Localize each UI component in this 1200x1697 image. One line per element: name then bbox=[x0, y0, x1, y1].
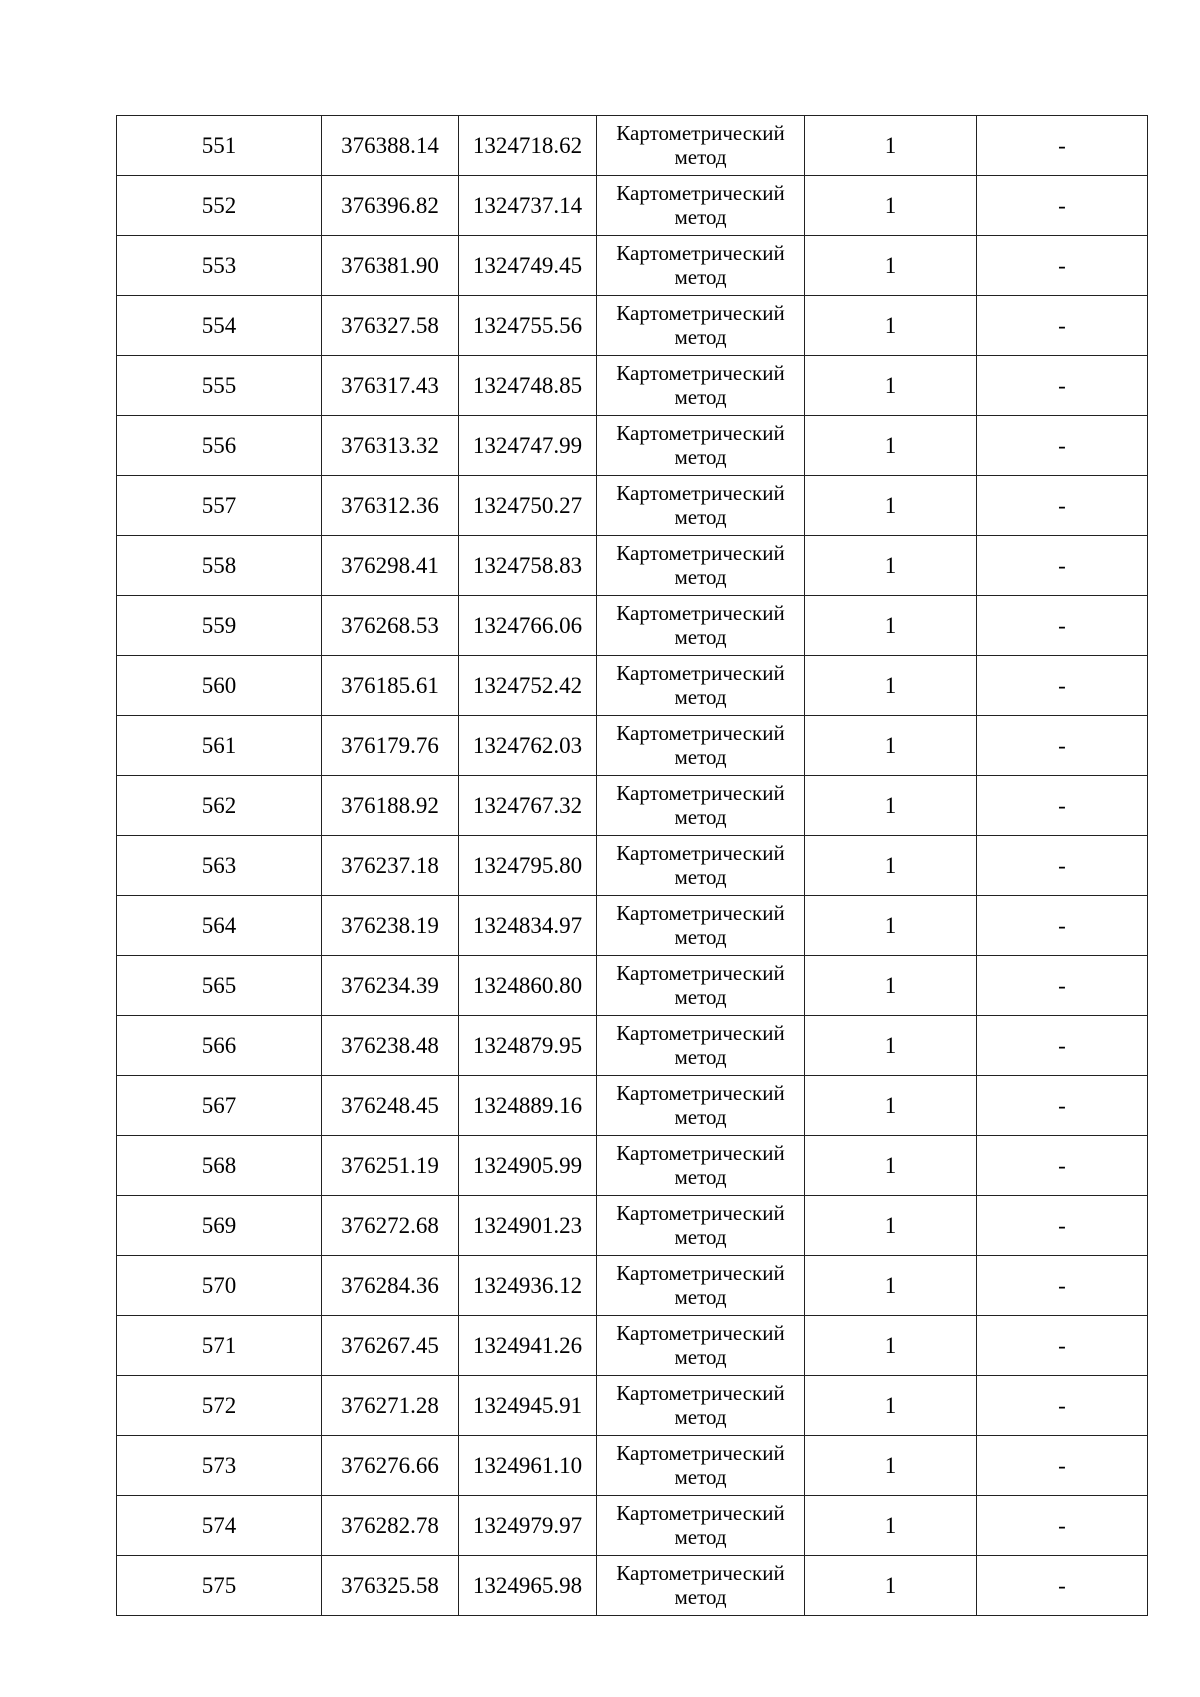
method-cell: Картометрический метод bbox=[597, 1136, 805, 1196]
point-number-cell: 573 bbox=[117, 1436, 322, 1496]
method-cell: Картометрический метод bbox=[597, 116, 805, 176]
point-number-cell: 574 bbox=[117, 1496, 322, 1556]
method-cell: Картометрический метод bbox=[597, 1436, 805, 1496]
accuracy-cell: 1 bbox=[805, 1016, 977, 1076]
method-cell: Картометрический метод bbox=[597, 896, 805, 956]
accuracy-cell: 1 bbox=[805, 1316, 977, 1376]
point-number-cell: 569 bbox=[117, 1196, 322, 1256]
y-coordinate-cell: 1324758.83 bbox=[459, 536, 597, 596]
method-cell: Картометрический метод bbox=[597, 1496, 805, 1556]
note-cell: - bbox=[977, 716, 1148, 776]
y-coordinate-cell: 1324905.99 bbox=[459, 1136, 597, 1196]
method-cell: Картометрический метод bbox=[597, 776, 805, 836]
method-cell: Картометрический метод bbox=[597, 956, 805, 1016]
point-number-cell: 566 bbox=[117, 1016, 322, 1076]
y-coordinate-cell: 1324749.45 bbox=[459, 236, 597, 296]
point-number-cell: 568 bbox=[117, 1136, 322, 1196]
table-row bbox=[117, 716, 1148, 776]
point-number-cell: 553 bbox=[117, 236, 322, 296]
y-coordinate-cell: 1324762.03 bbox=[459, 716, 597, 776]
y-coordinate-cell: 1324750.27 bbox=[459, 476, 597, 536]
method-cell: Картометрический метод bbox=[597, 596, 805, 656]
note-cell: - bbox=[977, 776, 1148, 836]
point-number-cell: 567 bbox=[117, 1076, 322, 1136]
accuracy-cell: 1 bbox=[805, 296, 977, 356]
x-coordinate-cell: 376388.14 bbox=[322, 116, 459, 176]
method-cell: Картометрический метод bbox=[597, 836, 805, 896]
y-coordinate-cell: 1324718.62 bbox=[459, 116, 597, 176]
method-cell: Картометрический метод bbox=[597, 416, 805, 476]
y-coordinate-cell: 1324979.97 bbox=[459, 1496, 597, 1556]
note-cell: - bbox=[977, 476, 1148, 536]
accuracy-cell: 1 bbox=[805, 596, 977, 656]
table-row bbox=[117, 1196, 1148, 1256]
accuracy-cell: 1 bbox=[805, 896, 977, 956]
point-number-cell: 557 bbox=[117, 476, 322, 536]
note-cell: - bbox=[977, 416, 1148, 476]
x-coordinate-cell: 376234.39 bbox=[322, 956, 459, 1016]
point-number-cell: 563 bbox=[117, 836, 322, 896]
table-row bbox=[117, 1376, 1148, 1436]
table-row bbox=[117, 1496, 1148, 1556]
note-cell: - bbox=[977, 956, 1148, 1016]
method-cell: Картометрический метод bbox=[597, 356, 805, 416]
y-coordinate-cell: 1324795.80 bbox=[459, 836, 597, 896]
point-number-cell: 562 bbox=[117, 776, 322, 836]
note-cell: - bbox=[977, 356, 1148, 416]
y-coordinate-cell: 1324889.16 bbox=[459, 1076, 597, 1136]
table-row bbox=[117, 1316, 1148, 1376]
y-coordinate-cell: 1324860.80 bbox=[459, 956, 597, 1016]
method-cell: Картометрический метод bbox=[597, 656, 805, 716]
note-cell: - bbox=[977, 296, 1148, 356]
method-cell: Картометрический метод bbox=[597, 1196, 805, 1256]
method-cell: Картометрический метод bbox=[597, 1556, 805, 1616]
accuracy-cell: 1 bbox=[805, 1556, 977, 1616]
table-row bbox=[117, 1256, 1148, 1316]
note-cell: - bbox=[977, 1556, 1148, 1616]
method-cell: Картометрический метод bbox=[597, 1016, 805, 1076]
y-coordinate-cell: 1324834.97 bbox=[459, 896, 597, 956]
note-cell: - bbox=[977, 116, 1148, 176]
note-cell: - bbox=[977, 1316, 1148, 1376]
x-coordinate-cell: 376238.48 bbox=[322, 1016, 459, 1076]
x-coordinate-cell: 376185.61 bbox=[322, 656, 459, 716]
accuracy-cell: 1 bbox=[805, 176, 977, 236]
accuracy-cell: 1 bbox=[805, 536, 977, 596]
method-cell: Картометрический метод bbox=[597, 176, 805, 236]
x-coordinate-cell: 376272.68 bbox=[322, 1196, 459, 1256]
table-row bbox=[117, 1436, 1148, 1496]
table-row bbox=[117, 776, 1148, 836]
point-number-cell: 555 bbox=[117, 356, 322, 416]
note-cell: - bbox=[977, 896, 1148, 956]
method-cell: Картометрический метод bbox=[597, 296, 805, 356]
y-coordinate-cell: 1324961.10 bbox=[459, 1436, 597, 1496]
note-cell: - bbox=[977, 1256, 1148, 1316]
method-cell: Картометрический метод bbox=[597, 236, 805, 296]
y-coordinate-cell: 1324879.95 bbox=[459, 1016, 597, 1076]
y-coordinate-cell: 1324945.91 bbox=[459, 1376, 597, 1436]
method-cell: Картометрический метод bbox=[597, 716, 805, 776]
table-row bbox=[117, 836, 1148, 896]
x-coordinate-cell: 376381.90 bbox=[322, 236, 459, 296]
table-row bbox=[117, 1556, 1148, 1616]
table-row bbox=[117, 1076, 1148, 1136]
accuracy-cell: 1 bbox=[805, 1196, 977, 1256]
x-coordinate-cell: 376268.53 bbox=[322, 596, 459, 656]
x-coordinate-cell: 376271.28 bbox=[322, 1376, 459, 1436]
x-coordinate-cell: 376267.45 bbox=[322, 1316, 459, 1376]
table-row bbox=[117, 416, 1148, 476]
x-coordinate-cell: 376317.43 bbox=[322, 356, 459, 416]
x-coordinate-cell: 376298.41 bbox=[322, 536, 459, 596]
point-number-cell: 558 bbox=[117, 536, 322, 596]
point-number-cell: 570 bbox=[117, 1256, 322, 1316]
accuracy-cell: 1 bbox=[805, 836, 977, 896]
accuracy-cell: 1 bbox=[805, 1376, 977, 1436]
accuracy-cell: 1 bbox=[805, 476, 977, 536]
y-coordinate-cell: 1324747.99 bbox=[459, 416, 597, 476]
method-cell: Картометрический метод bbox=[597, 476, 805, 536]
table-row bbox=[117, 476, 1148, 536]
y-coordinate-cell: 1324766.06 bbox=[459, 596, 597, 656]
y-coordinate-cell: 1324965.98 bbox=[459, 1556, 597, 1616]
method-cell: Картометрический метод bbox=[597, 1316, 805, 1376]
accuracy-cell: 1 bbox=[805, 236, 977, 296]
point-number-cell: 556 bbox=[117, 416, 322, 476]
x-coordinate-cell: 376313.32 bbox=[322, 416, 459, 476]
x-coordinate-cell: 376312.36 bbox=[322, 476, 459, 536]
method-cell: Картометрический метод bbox=[597, 1256, 805, 1316]
accuracy-cell: 1 bbox=[805, 716, 977, 776]
note-cell: - bbox=[977, 1496, 1148, 1556]
y-coordinate-cell: 1324752.42 bbox=[459, 656, 597, 716]
point-number-cell: 560 bbox=[117, 656, 322, 716]
note-cell: - bbox=[977, 596, 1148, 656]
x-coordinate-cell: 376282.78 bbox=[322, 1496, 459, 1556]
accuracy-cell: 1 bbox=[805, 956, 977, 1016]
x-coordinate-cell: 376396.82 bbox=[322, 176, 459, 236]
y-coordinate-cell: 1324901.23 bbox=[459, 1196, 597, 1256]
point-number-cell: 559 bbox=[117, 596, 322, 656]
x-coordinate-cell: 376179.76 bbox=[322, 716, 459, 776]
y-coordinate-cell: 1324748.85 bbox=[459, 356, 597, 416]
accuracy-cell: 1 bbox=[805, 1496, 977, 1556]
note-cell: - bbox=[977, 236, 1148, 296]
x-coordinate-cell: 376276.66 bbox=[322, 1436, 459, 1496]
method-cell: Картометрический метод bbox=[597, 536, 805, 596]
table-row bbox=[117, 356, 1148, 416]
table-row bbox=[117, 236, 1148, 296]
point-number-cell: 571 bbox=[117, 1316, 322, 1376]
table-row bbox=[117, 116, 1148, 176]
table-row bbox=[117, 296, 1148, 356]
point-number-cell: 564 bbox=[117, 896, 322, 956]
point-number-cell: 551 bbox=[117, 116, 322, 176]
coordinates-table bbox=[116, 115, 1148, 1616]
accuracy-cell: 1 bbox=[805, 1076, 977, 1136]
point-number-cell: 552 bbox=[117, 176, 322, 236]
x-coordinate-cell: 376238.19 bbox=[322, 896, 459, 956]
note-cell: - bbox=[977, 656, 1148, 716]
table-row bbox=[117, 656, 1148, 716]
x-coordinate-cell: 376327.58 bbox=[322, 296, 459, 356]
table-row bbox=[117, 1016, 1148, 1076]
point-number-cell: 572 bbox=[117, 1376, 322, 1436]
accuracy-cell: 1 bbox=[805, 1256, 977, 1316]
table-row bbox=[117, 1136, 1148, 1196]
accuracy-cell: 1 bbox=[805, 1436, 977, 1496]
table-body bbox=[117, 116, 1148, 1616]
y-coordinate-cell: 1324941.26 bbox=[459, 1316, 597, 1376]
y-coordinate-cell: 1324737.14 bbox=[459, 176, 597, 236]
x-coordinate-cell: 376251.19 bbox=[322, 1136, 459, 1196]
note-cell: - bbox=[977, 1076, 1148, 1136]
note-cell: - bbox=[977, 1136, 1148, 1196]
y-coordinate-cell: 1324767.32 bbox=[459, 776, 597, 836]
table-row bbox=[117, 176, 1148, 236]
table-row bbox=[117, 596, 1148, 656]
table-row bbox=[117, 536, 1148, 596]
note-cell: - bbox=[977, 836, 1148, 896]
point-number-cell: 554 bbox=[117, 296, 322, 356]
accuracy-cell: 1 bbox=[805, 1136, 977, 1196]
accuracy-cell: 1 bbox=[805, 776, 977, 836]
table-row bbox=[117, 956, 1148, 1016]
accuracy-cell: 1 bbox=[805, 356, 977, 416]
note-cell: - bbox=[977, 536, 1148, 596]
x-coordinate-cell: 376237.18 bbox=[322, 836, 459, 896]
point-number-cell: 565 bbox=[117, 956, 322, 1016]
accuracy-cell: 1 bbox=[805, 116, 977, 176]
point-number-cell: 575 bbox=[117, 1556, 322, 1616]
accuracy-cell: 1 bbox=[805, 656, 977, 716]
note-cell: - bbox=[977, 1436, 1148, 1496]
y-coordinate-cell: 1324755.56 bbox=[459, 296, 597, 356]
x-coordinate-cell: 376188.92 bbox=[322, 776, 459, 836]
table-row bbox=[117, 896, 1148, 956]
x-coordinate-cell: 376325.58 bbox=[322, 1556, 459, 1616]
x-coordinate-cell: 376248.45 bbox=[322, 1076, 459, 1136]
method-cell: Картометрический метод bbox=[597, 1376, 805, 1436]
accuracy-cell: 1 bbox=[805, 416, 977, 476]
note-cell: - bbox=[977, 1016, 1148, 1076]
point-number-cell: 561 bbox=[117, 716, 322, 776]
note-cell: - bbox=[977, 1376, 1148, 1436]
note-cell: - bbox=[977, 176, 1148, 236]
y-coordinate-cell: 1324936.12 bbox=[459, 1256, 597, 1316]
note-cell: - bbox=[977, 1196, 1148, 1256]
x-coordinate-cell: 376284.36 bbox=[322, 1256, 459, 1316]
method-cell: Картометрический метод bbox=[597, 1076, 805, 1136]
